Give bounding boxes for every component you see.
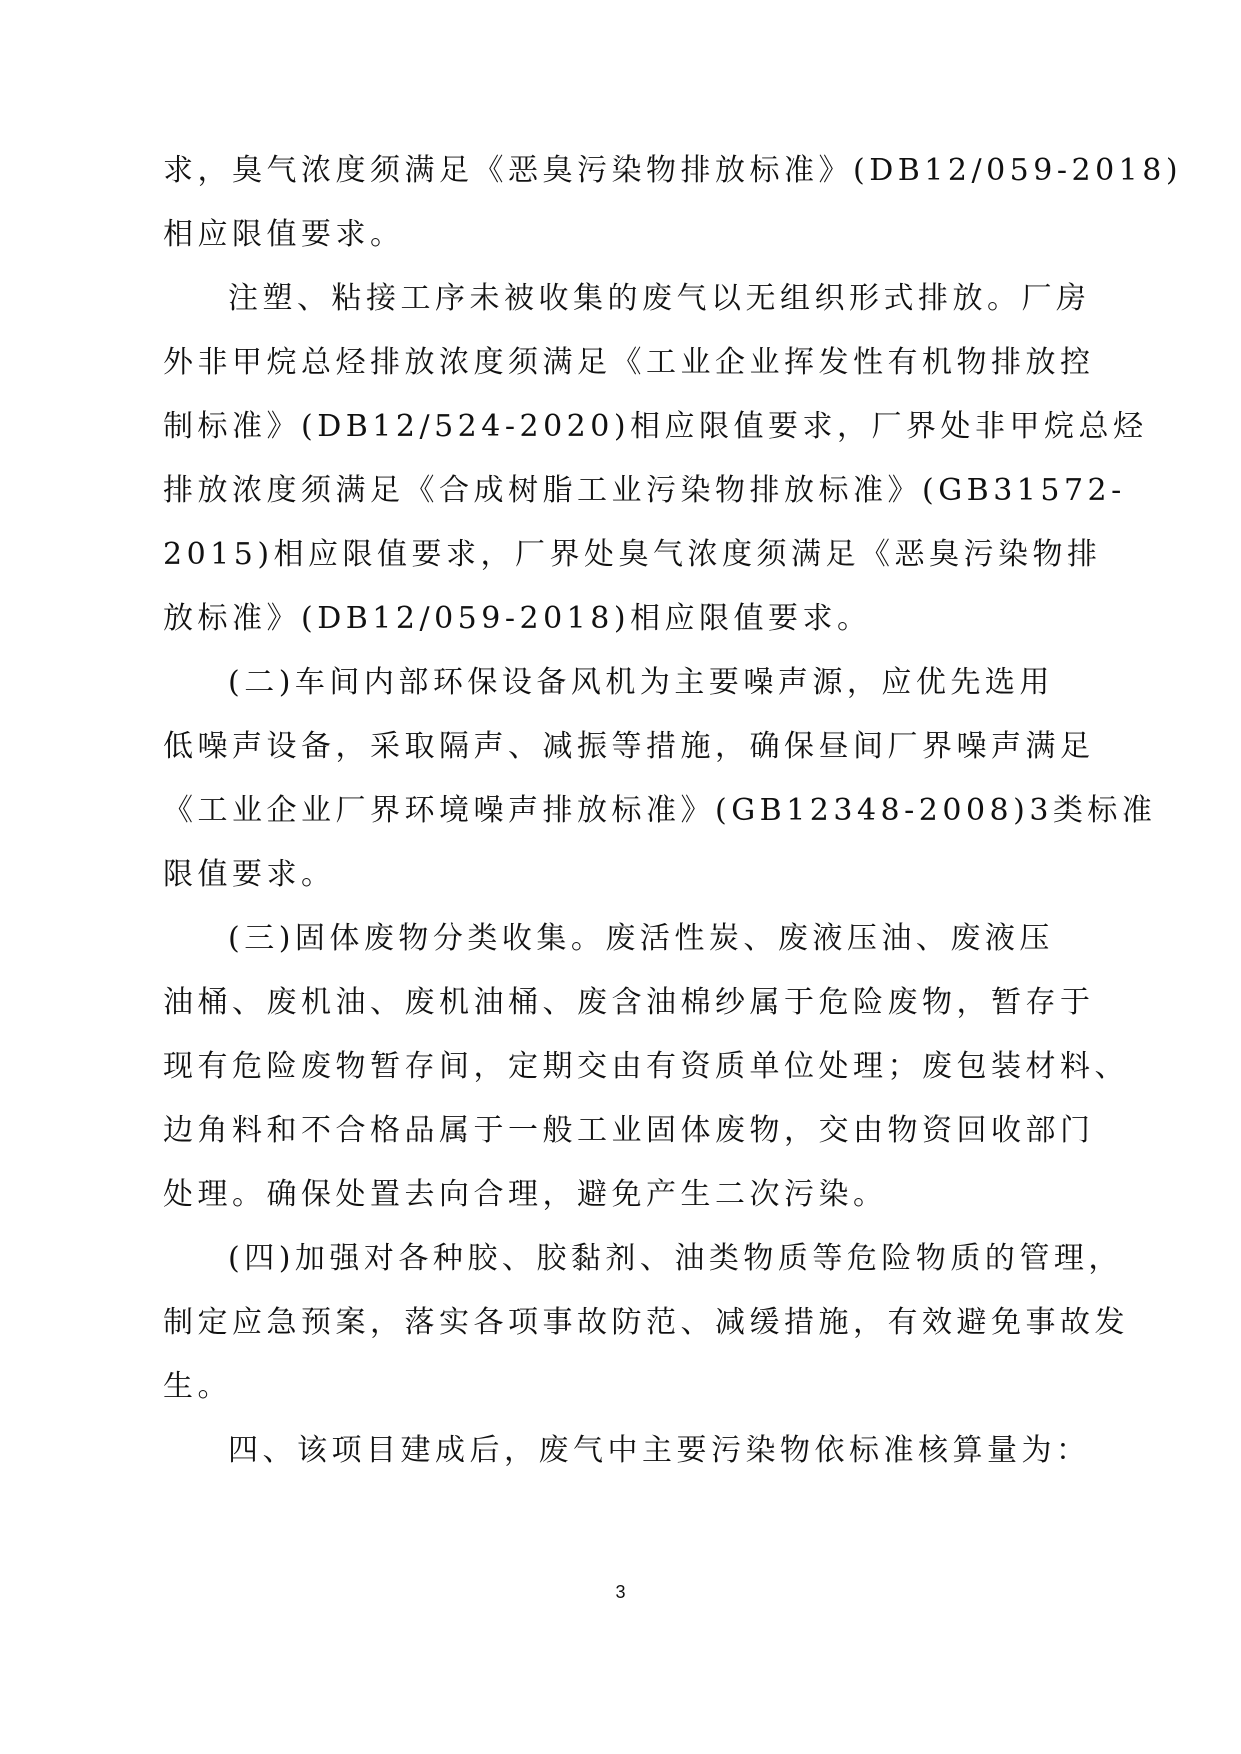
body-text-line: 限值要求。 [163,857,336,892]
body-text-line: 处理。确保处置去向合理，避免产生二次污染。 [163,1177,888,1212]
body-text-line: 制定应急预案，落实各项事故防范、减缓措施，有效避免事故发 [163,1305,1129,1340]
page-number: 3 [615,1582,626,1602]
paragraph-first-line: (四)加强对各种胶、胶黏剂、油类物质等危险物质的管理， [228,1241,1123,1276]
paragraph-first-line: (三)固体废物分类收集。废活性炭、废液压油、废液压 [228,921,1054,956]
paragraph-first-line: 注塑、粘接工序未被收集的废气以无组织形式排放。厂房 [228,281,1091,316]
body-text-line: 油桶、废机油、废机油桶、废含油棉纱属于危险废物，暂存于 [163,985,1095,1020]
body-text-line: 现有危险废物暂存间，定期交由有资质单位处理；废包装材料、 [163,1049,1129,1084]
body-text-line: 制标准》(DB12/524-2020)相应限值要求，厂界处非甲烷总烃 [163,409,1148,444]
body-text-line: 放标准》(DB12/059-2018)相应限值要求。 [163,601,872,636]
body-text-line: 外非甲烷总烃排放浓度须满足《工业企业挥发性有机物排放控 [163,345,1095,380]
body-text-line: 排放浓度须满足《合成树脂工业污染物排放标准》(GB31572- [163,473,1126,508]
body-text-line: 2015)相应限值要求，厂界处臭气浓度须满足《恶臭污染物排 [163,537,1102,572]
body-text-line: 边角料和不合格品属于一般工业固体废物，交由物资回收部门 [163,1113,1095,1148]
section-heading-line: 四、该项目建成后，废气中主要污染物依标准核算量为： [228,1433,1091,1468]
body-text-line: 求，臭气浓度须满足《恶臭污染物排放标准》(DB12/059-2018) [163,153,1183,188]
body-text-line: 《工业企业厂界环境噪声排放标准》(GB12348-2008)3类标准 [163,793,1157,828]
paragraph-first-line: (二)车间内部环保设备风机为主要噪声源，应优先选用 [228,665,1054,700]
body-text-line: 低噪声设备，采取隔声、减振等措施，确保昼间厂界噪声满足 [163,729,1095,764]
body-text-line: 相应限值要求。 [163,217,405,252]
body-text-line: 生。 [163,1369,232,1404]
